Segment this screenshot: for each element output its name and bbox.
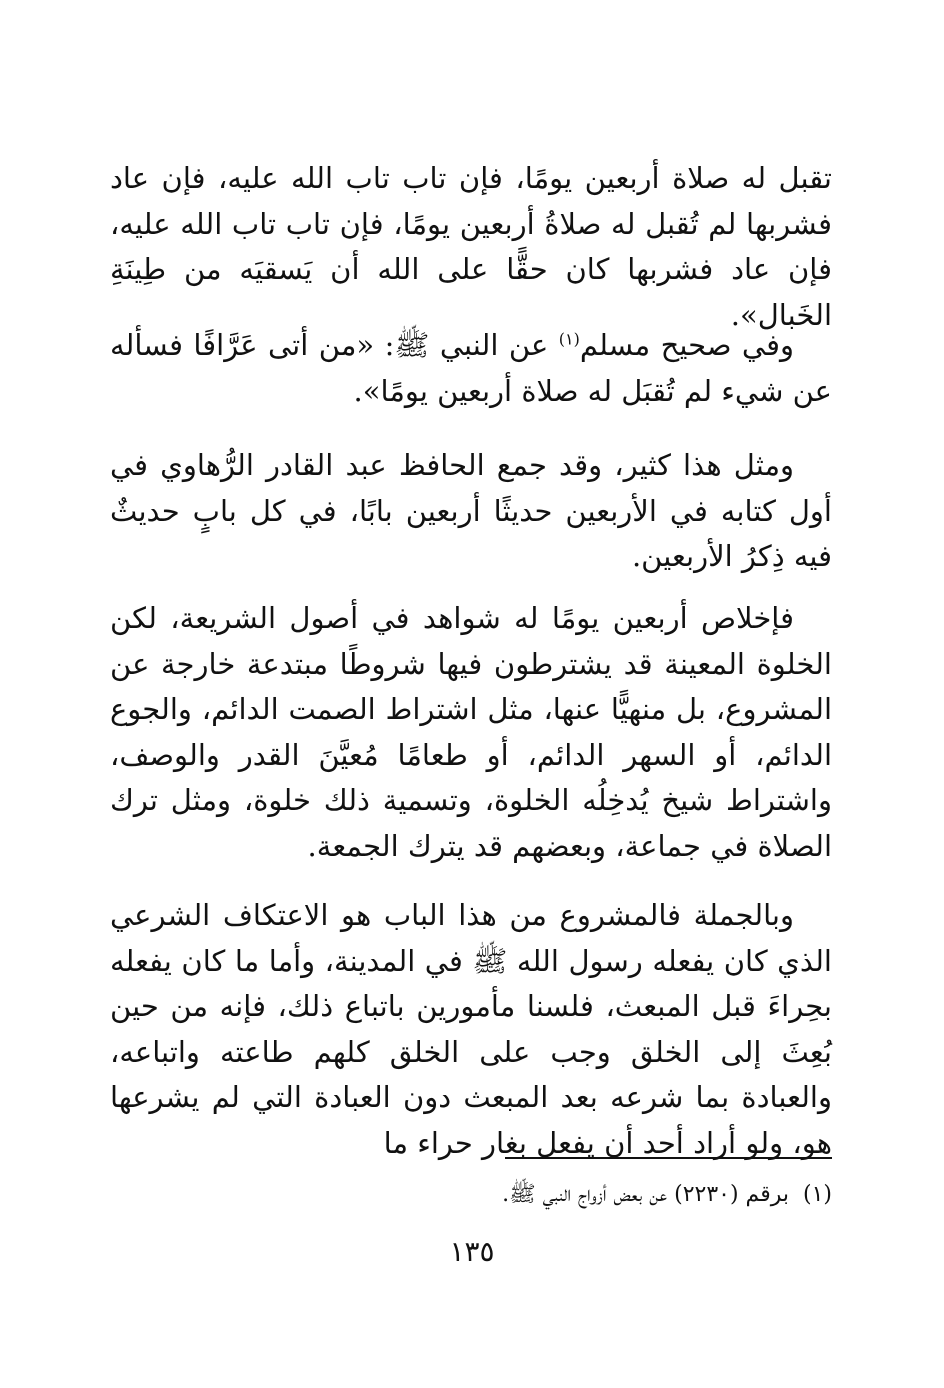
paragraph-3 [110, 443, 832, 580]
paragraph-2 [110, 323, 832, 414]
paragraph-4-text: فإخلاص أربعين يومًا له شواهد في أصول الشريعة، لكن الخلوة المعينة قد يشترطون فيها شروطًا مبتدعة خارجة عن المشروع، بل منهيًّا عنها، مثل اشتراط الصمت الدائم، والجوع الدائم، أو السهر الدائم، أو طعامًا مُعيَّنَ القدر والوصف، واشتراط شيخ يُدخِلُه الخلوة، وتسمية ذلك خلوة، ومثل ترك الصلاة في جماعة، وبعضهم قد يترك الجمعة. [110, 601, 832, 863]
paragraph-2-text [110, 323, 832, 414]
page-number: ١٣٥ [449, 1235, 495, 1268]
paragraph-2-rest: عن النبي ﷺ: «من أتى عَرَّافًا فسأله عن شيء لم تُقبَل له صلاة أربعين يومًا». [110, 328, 832, 408]
footnote-marker: (١) [802, 1182, 832, 1207]
paragraph-4 [110, 596, 832, 869]
footnote-separator [505, 1157, 832, 1159]
paragraph-1-text: تقبل له صلاة أربعين يومًا، فإن تاب تاب الله عليه، فإن عاد فشربها لم تُقبل له صلاةُ أربعين يومًا، فإن تاب تاب الله عليه، فإن عاد فشربها كان حقًّا على الله أن يَسقيَه من طِينَةِ الخَبال». [110, 161, 832, 332]
paragraph-5 [110, 893, 832, 1166]
paragraph-5-text: وبالجملة فالمشروع من هذا الباب هو الاعتكاف الشرعي الذي كان يفعله رسول الله ﷺ في المدينة، وأما ما كان يفعله بحِراءَ قبل المبعث، فلسنا مأمورين باتباع ذلك، فإنه من حين بُعِثَ إلى الخلق وجب على الخلق كلهم طاعته واتباعه، والعبادة بما شرعه بعد المبعث دون العبادة التي لم يشرعها هو، ولو أراد أحد أن يفعل بغار حراء ما [110, 898, 832, 1160]
paragraph-3-text: ومثل هذا كثير، وقد جمع الحافظ عبد القادر الرُّهاوي في أول كتابه في الأربعين حديثًا أربعين بابًا، في كل بابٍ حديثٌ فيه ذِكرُ الأربعين. [110, 448, 832, 573]
footnote [110, 1178, 832, 1212]
paragraph-1 [110, 156, 832, 338]
footnote-reference: (١) [558, 329, 580, 349]
paragraph-2-lead: وفي صحيح مسلم [579, 328, 794, 362]
footnote-text: برقم (٢٢٣٠) عن بعض أزواج النبي ﷺ. [502, 1182, 789, 1207]
